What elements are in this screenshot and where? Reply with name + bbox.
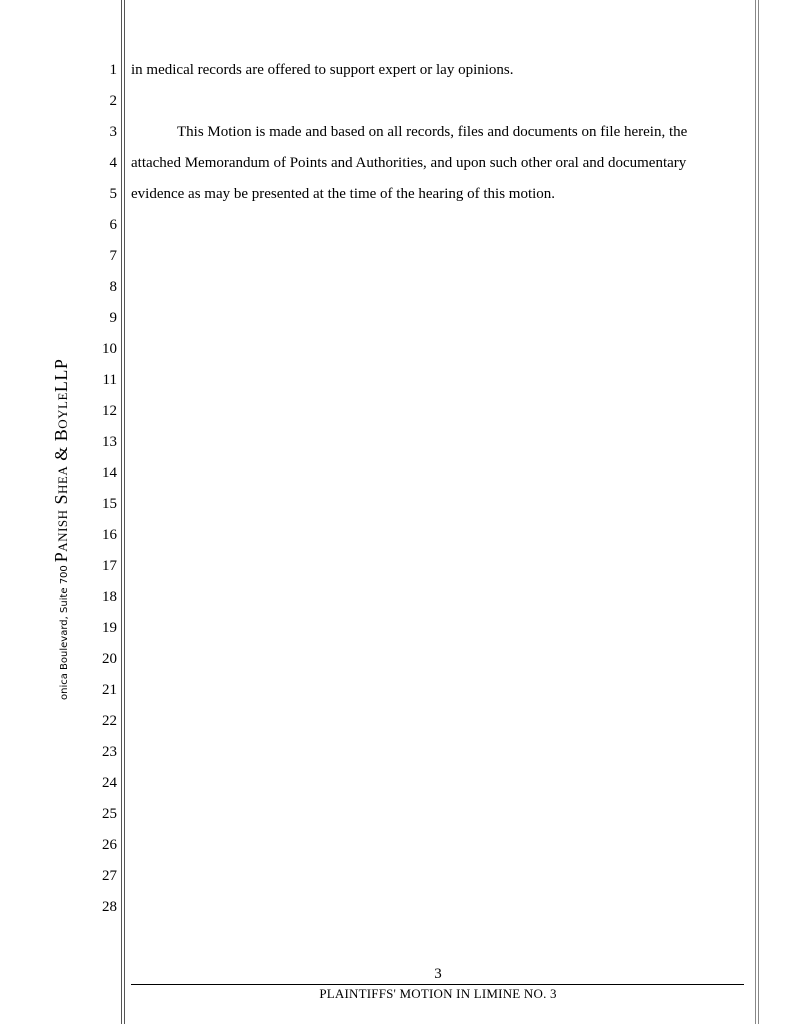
- left-margin-rule: [121, 0, 122, 1024]
- line-number: 5: [109, 186, 117, 202]
- right-margin-rule: [755, 0, 756, 1024]
- line-number: 3: [109, 124, 117, 140]
- line-number: 8: [109, 279, 117, 295]
- line-number: 16: [102, 527, 117, 543]
- line-number: 9: [109, 310, 117, 326]
- line-number: 26: [102, 837, 117, 853]
- firm-sidebar: [51, 359, 71, 700]
- line-number: 22: [102, 713, 117, 729]
- footer-divider: [131, 984, 744, 985]
- firm-address: onica Boulevard, Suite 700: [59, 565, 70, 700]
- line-number: 23: [102, 744, 117, 760]
- line-number: 10: [102, 341, 117, 357]
- footer-caption: PLAINTIFFS' MOTION IN LIMINE NO. 3: [319, 986, 557, 1001]
- line-number: 28: [102, 899, 117, 915]
- line-number: 14: [102, 465, 117, 481]
- left-margin-rule-inner: [124, 0, 125, 1024]
- line-number-column: [80, 55, 117, 923]
- page-number: 3: [434, 966, 442, 982]
- document-body: [131, 55, 711, 210]
- body-line: evidence as may be presented at the time of the hearing of this motion.: [131, 186, 556, 202]
- line-number: 15: [102, 496, 117, 512]
- line-number: 18: [102, 589, 117, 605]
- line-number: 25: [102, 806, 117, 822]
- right-margin-rule-inner: [758, 0, 759, 1024]
- body-line: in medical records are offered to support expert or lay opinions.: [131, 62, 514, 78]
- line-number: 12: [102, 403, 117, 419]
- line-number: 17: [102, 558, 117, 574]
- line-number: 4: [109, 155, 117, 171]
- line-number: 13: [102, 434, 117, 450]
- line-number: 20: [102, 651, 117, 667]
- line-number: 1: [109, 62, 117, 78]
- line-number: 7: [109, 248, 117, 264]
- line-number: 2: [109, 93, 117, 109]
- line-number: 21: [102, 682, 117, 698]
- blank-line: [131, 86, 711, 117]
- line-number: 24: [102, 775, 117, 791]
- body-paragraph-start: This Motion is made and based on all records, files and documents on file herein, the: [177, 124, 688, 140]
- line-number: 6: [109, 217, 117, 233]
- line-number: 11: [102, 372, 117, 388]
- line-number: 27: [102, 868, 117, 884]
- body-line: attached Memorandum of Points and Authorities, and upon such other oral and documentary: [131, 155, 687, 171]
- line-number: 19: [102, 620, 117, 636]
- firm-name: Panish Shea & BoyleLLP: [51, 358, 71, 563]
